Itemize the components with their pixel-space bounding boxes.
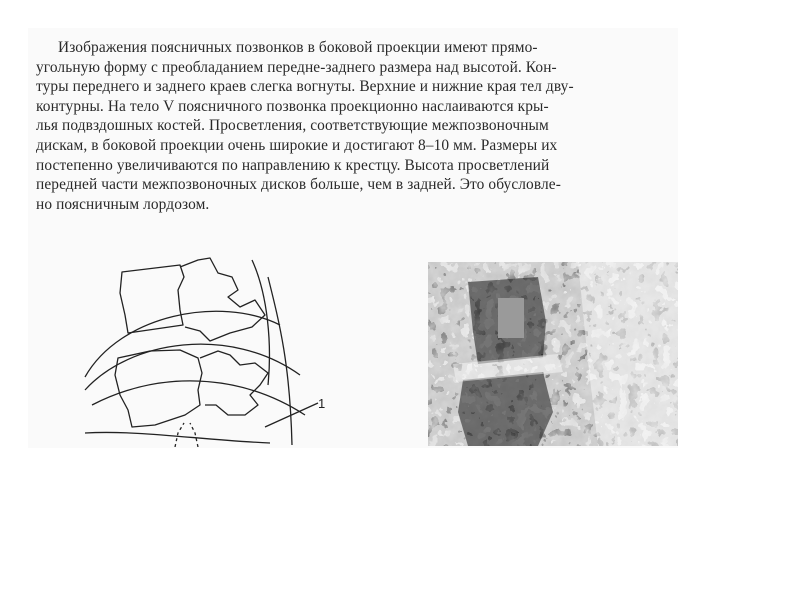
xray-vertebra-shadow [458, 372, 553, 446]
lower-posterior-arch [200, 351, 268, 415]
dashed-line [175, 423, 184, 447]
dashed-line [190, 423, 198, 447]
upper-posterior-arch [180, 258, 265, 341]
figure-marker-label: 1 [318, 396, 326, 411]
posterior-curve-2 [252, 260, 269, 385]
lower-vertebra-outline [115, 350, 202, 427]
paragraph-line: передней части межпозвоночных дисков больше, чем в задней. Это обусловле- [36, 176, 561, 194]
xray-photograph [428, 262, 678, 446]
paragraph-line: Изображения поясничных позвонков в боковой проекции имеют прямо- [58, 39, 538, 56]
paragraph-line: угольную форму с преобладанием передне-заднего размера над высотой. Кон- [36, 58, 557, 76]
paragraph-line: туры переднего и заднего краев слегка вогнуты. Верхние и нижние края тел дву- [36, 78, 574, 96]
paragraph-line: лья подвздошных костей. Просветления, соответствующие межпозвоночным [36, 117, 549, 135]
paragraph-line: но поясничным лордозом. [36, 195, 210, 213]
xray-highlight-box [498, 298, 524, 338]
paragraph-line: дискам, в боковой проекции очень широкие и достигают 8–10 мм. Размеры их [36, 136, 558, 154]
paragraph-line: контурны. На тело V поясничного позвонка проекционно наслаиваются кры- [36, 97, 549, 115]
paragraph-line: постепенно увеличиваются по направлению к крестцу. Высота просветлений [36, 156, 550, 174]
body-paragraph [36, 38, 676, 214]
vertebrae-schematic-drawing [80, 255, 335, 447]
